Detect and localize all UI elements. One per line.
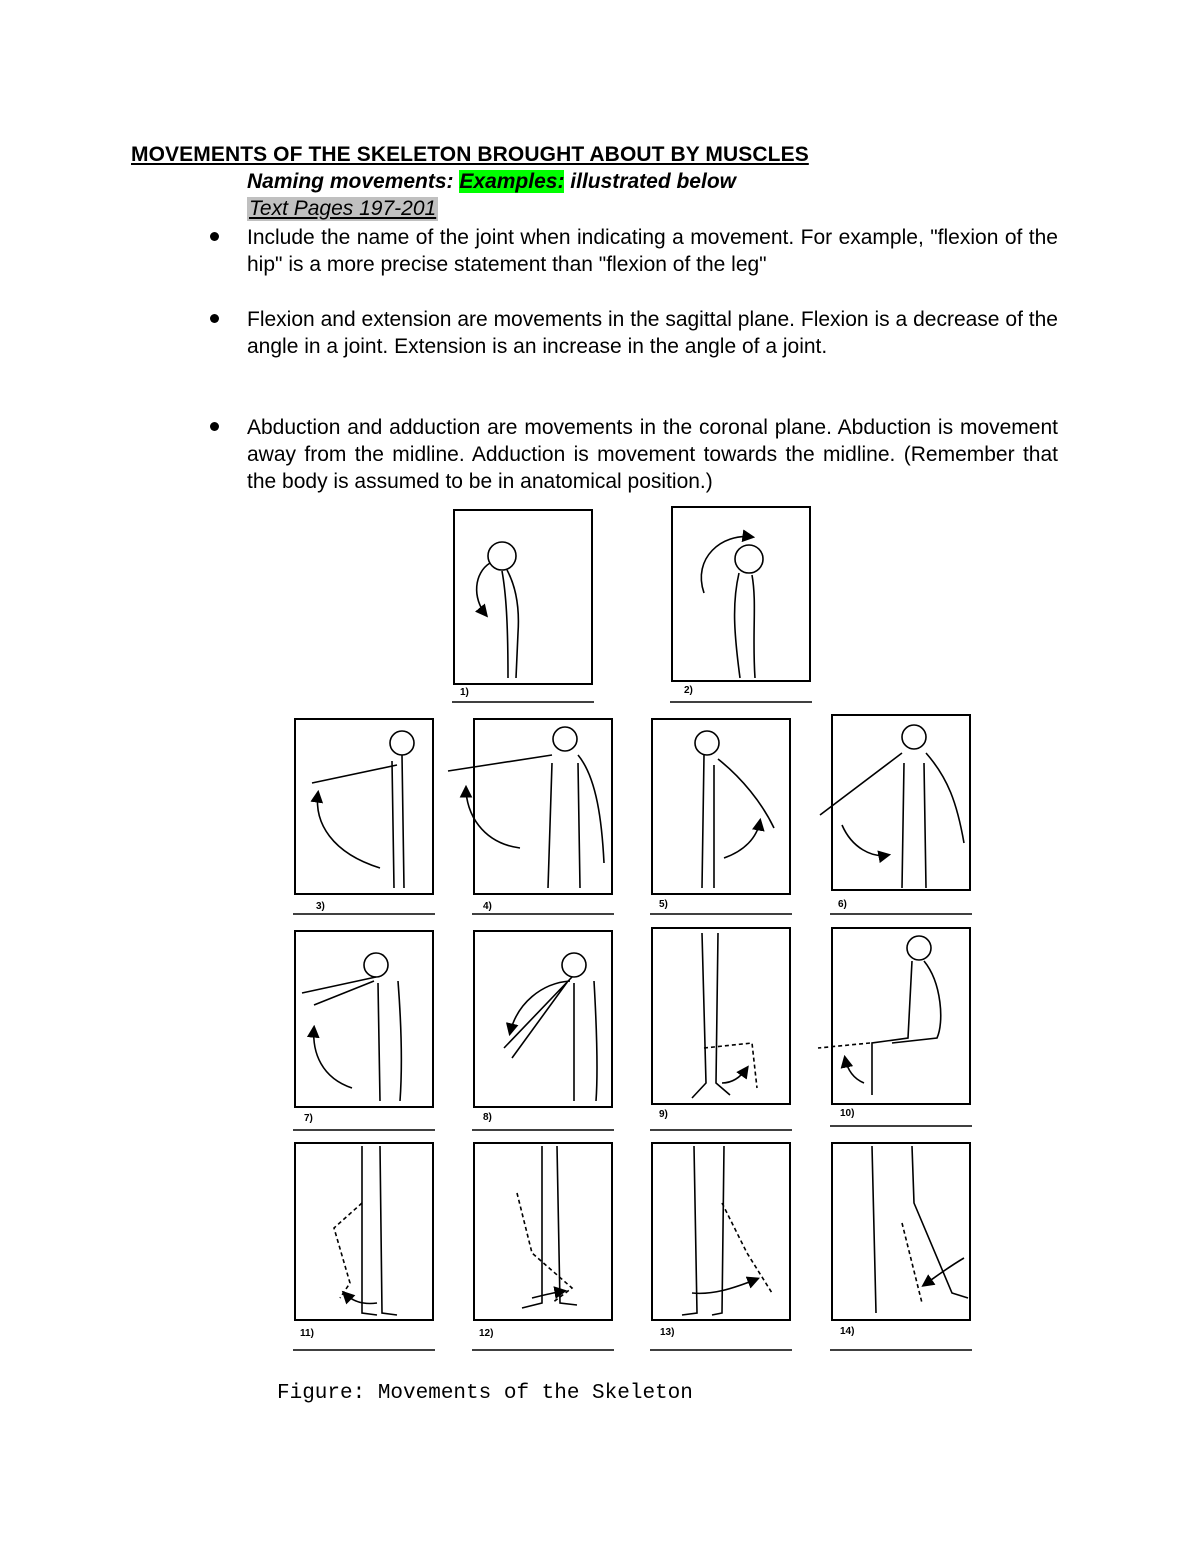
bullet-text: Abduction and adduction are movements in the coronal plane. Abduction is movement away from the midline. Adduction is movement towards the midline. (Remember that the body is assumed to be in anatomical position.) (247, 416, 1058, 493)
panel-label: 7) (304, 1113, 313, 1124)
panel-label: 6) (838, 899, 847, 910)
panel-10 (818, 928, 972, 1126)
panel-9 (650, 928, 792, 1130)
panel-label: 11) (300, 1328, 314, 1339)
page-title: MOVEMENTS OF THE SKELETON BROUGHT ABOUT BY MUSCLES (131, 143, 809, 166)
subtitle-part2: illustrated below (564, 170, 736, 193)
panel-label: 2) (684, 685, 693, 696)
panel-2 (670, 507, 812, 702)
movements-illustration (252, 503, 1000, 1365)
panel-12 (472, 1143, 614, 1350)
movements-figure (252, 503, 1000, 1365)
panel-4 (448, 719, 614, 914)
panel-label: 9) (659, 1109, 668, 1120)
panel-label: 14) (840, 1326, 855, 1337)
panel-7 (293, 931, 435, 1130)
panel-label: 1) (460, 687, 469, 698)
panel-label: 10) (840, 1108, 855, 1119)
bullet-text: Flexion and extension are movements in the sagittal plane. Flexion is a decrease of the angle in a joint. Extension is an increase in the angle of a joint. (247, 308, 1058, 358)
bullet-dot (210, 314, 219, 323)
panel-label: 12) (479, 1328, 494, 1339)
panel-label: 4) (483, 901, 492, 912)
panel-8 (472, 931, 614, 1130)
panel-label: 3) (316, 901, 325, 912)
panel-label: 8) (483, 1112, 492, 1123)
panel-6 (820, 715, 972, 914)
bullet-dot (210, 232, 219, 241)
bullet-text: Include the name of the joint when indicating a movement. For example, "flexion of the hip" is a more precise statement than "flexion of the leg" (247, 226, 1058, 276)
panel-3 (293, 719, 435, 914)
highlighted-examples: Examples: (459, 170, 565, 193)
panel-13 (650, 1143, 792, 1350)
panel-label: 13) (660, 1327, 675, 1338)
subtitle-part1: Naming movements: (247, 170, 460, 193)
panel-1 (452, 510, 594, 702)
subtitle (247, 170, 736, 194)
panel-label: 5) (659, 899, 668, 910)
figure-caption: Figure: Movements of the Skeleton (277, 1382, 693, 1405)
panel-11 (293, 1143, 435, 1350)
text-pages-reference: Text Pages 197-201 (249, 197, 437, 220)
panel-5 (650, 719, 792, 914)
panel-14 (830, 1143, 972, 1350)
bullet-dot (210, 422, 219, 431)
